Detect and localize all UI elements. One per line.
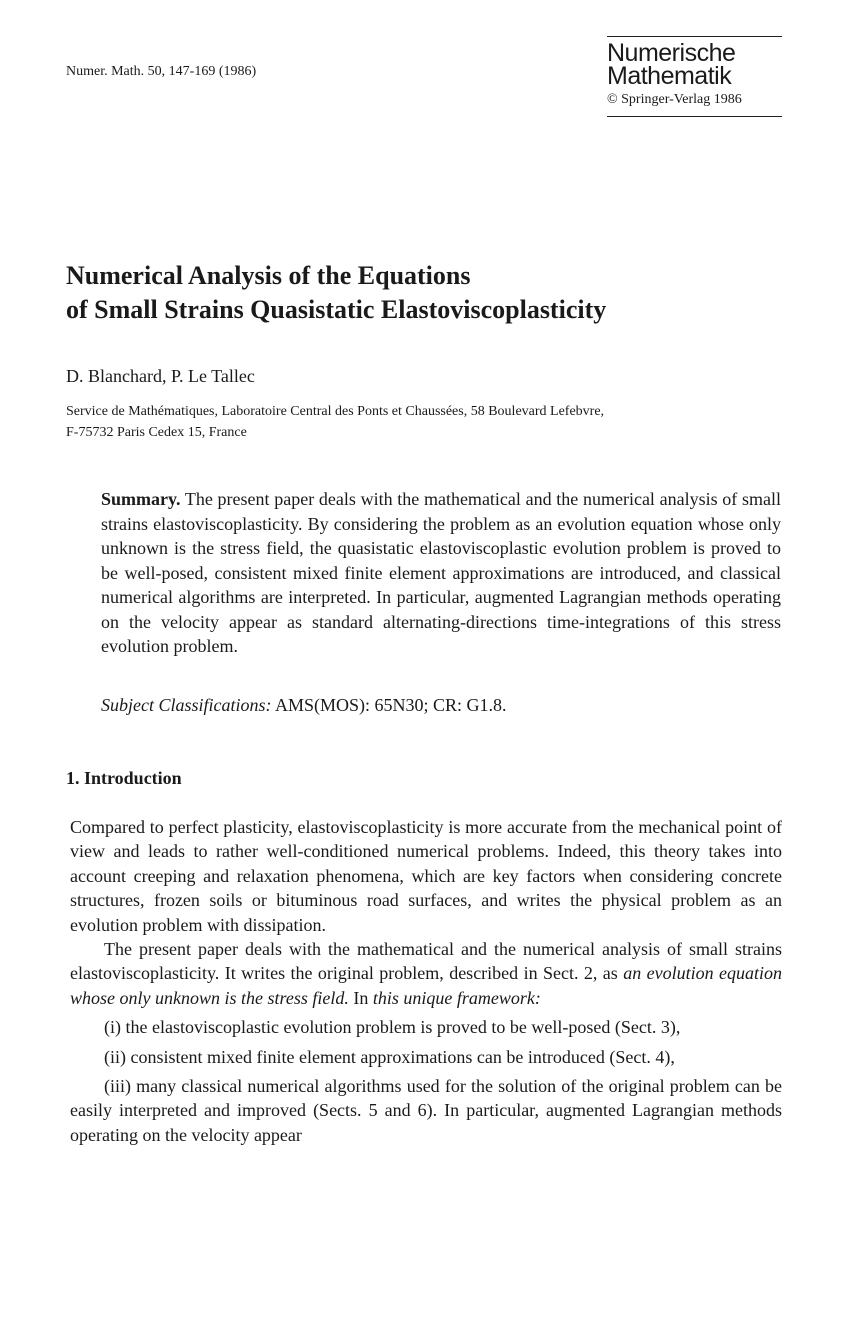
- para2-italic-2: this unique framework:: [372, 987, 541, 1008]
- list-item-1: (i) the elastoviscoplastic evolution problem is proved to be well-posed (Sect. 3),: [104, 1017, 681, 1038]
- introduction-body: [70, 815, 782, 1147]
- summary-text: The present paper deals with the mathematical and the numerical analysis of small strains elastoviscoplasticity. By considering the problem as an evolution equation whose only unknown is the stress field, the quasistatic elastoviscoplastic evolution problem is proved to be well-posed, consistent mixed finite element approximations are introduced, and classical numerical algorithms are interpreted. In particular, augmented Lagrangian methods operating on the velocity appear as standard alternating-directions time-integrations of this stress evolution problem.: [101, 489, 781, 656]
- section-heading-introduction: 1. Introduction: [66, 768, 182, 788]
- citation: Numer. Math. 50, 147-169 (1986): [66, 64, 257, 79]
- subject-text: AMS(MOS): 65N30; CR: G1.8.: [271, 695, 507, 715]
- title-line1: Numerical Analysis of the Equations: [66, 261, 471, 290]
- summary-label: Summary.: [101, 489, 181, 509]
- bottom-rule: [607, 116, 782, 117]
- subject-classifications: [101, 695, 507, 716]
- journal-masthead: [607, 36, 782, 117]
- para2-start: The present paper deals with the mathematical and the numerical analysis of small strains elastoviscoplasticity. It writes the original problem, described in Sect. 2, as: [70, 939, 782, 984]
- affiliation-line2: F-75732 Paris Cedex 15, France: [66, 425, 247, 440]
- affiliation-line1: Service de Mathématiques, Laboratoire Central des Ponts et Chaussées, 58 Boulevard Lefebvre,: [66, 404, 605, 419]
- intro-paragraph-1: Compared to perfect plasticity, elastoviscoplasticity is more accurate from the mechanical point of view and leads to rather well-conditioned numerical problems. Indeed, this theory takes into account creeping and relaxation phenomena, which are key factors when considering concrete structures, frozen soils or bituminous road surfaces, and writes the physical problem as an evolution problem with dissipation.: [70, 817, 782, 935]
- summary: [101, 487, 781, 659]
- affiliation: [66, 401, 766, 443]
- journal-name: [607, 39, 782, 90]
- authors: D. Blanchard, P. Le Tallec: [66, 366, 255, 386]
- subject-label: Subject Classifications:: [101, 695, 272, 715]
- para2-italic-1: an evolution equation whose only unknown is the stress field.: [70, 963, 782, 1008]
- para2-mid: In: [348, 987, 373, 1008]
- intro-paragraph-2: [70, 937, 782, 1010]
- title-line2: of Small Strains Quasistatic Elastoviscoplasticity: [66, 295, 607, 324]
- list-item-3: (iii) many classical numerical algorithms used for the solution of the original problem can be easily interpreted and improved (Sects. 5 and 6). In particular, augmented Lagrangian methods operating on the velocity appear: [70, 1076, 782, 1145]
- publisher: © Springer-Verlag 1986: [607, 92, 742, 107]
- top-rule: [607, 36, 782, 37]
- journal-name-line2: Mathematik: [607, 62, 732, 90]
- list-item-2: (ii) consistent mixed finite element approximations can be introduced (Sect. 4),: [104, 1046, 675, 1067]
- journal-name-line1: Numerische: [607, 39, 736, 67]
- paper-title: [66, 259, 606, 327]
